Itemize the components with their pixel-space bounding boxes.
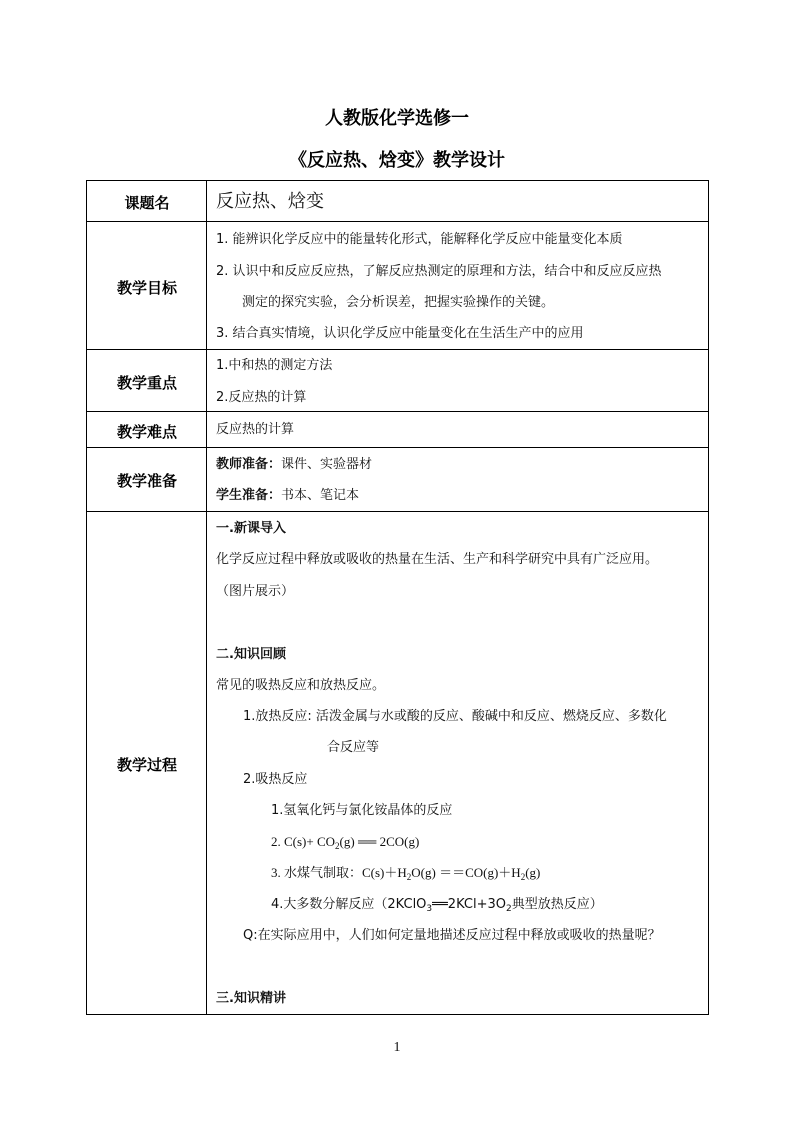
column-divider xyxy=(206,180,207,1015)
objective-line: 测定的探究实验，会分析误差，把握实验操作的关键。 xyxy=(242,295,555,310)
equation-text: 3. 水煤气制取：C(s)＋H xyxy=(271,865,407,880)
question-text: Q:在实际应用中，人们如何定量地描述反应过程中释放或吸收的热量呢？ xyxy=(243,928,661,943)
row-label-key-points: 教学重点 xyxy=(116,374,177,392)
table-border-left xyxy=(86,180,87,1015)
subscript: 2 xyxy=(335,841,340,851)
row-label-topic: 课题名 xyxy=(124,194,170,212)
student-prep-text: 书本、笔记本 xyxy=(281,488,360,503)
section-heading: 二.知识回顾 xyxy=(216,647,286,662)
objective-line: 1. 能辨识化学反应中的能量转化形式，能解释化学反应中能量变化本质 xyxy=(216,232,623,247)
table-border-right xyxy=(708,180,709,1015)
equation-decomposition xyxy=(271,897,603,917)
equation-text: 2CO(g) xyxy=(379,834,420,849)
intro-text: 化学反应过程中释放或吸收的热量在生活、生产和科学研究中具有广泛应用。 xyxy=(216,552,659,567)
objective-line: 3. 结合真实情境，认识化学反应中能量变化在生活生产中的应用 xyxy=(216,326,584,341)
key-point-line: 2.反应热的计算 xyxy=(216,390,307,405)
endothermic-heading: 2.吸热反应 xyxy=(243,772,308,787)
row-label-preparation: 教学准备 xyxy=(116,472,177,490)
row-divider xyxy=(86,411,709,412)
equation-text: O(g) ＝＝CO(g)＋H xyxy=(411,865,521,880)
endothermic-item: 1.氢氧化钙与氯化铵晶体的反应 xyxy=(271,803,453,818)
student-prep-label: 学生准备： xyxy=(216,488,282,503)
section-heading: 三.知识精讲 xyxy=(216,991,286,1006)
objective-line: 2. 认识中和反应反应热，了解反应热测定的原理和方法，结合中和反应反应热 xyxy=(216,264,662,279)
row-label-process: 教学过程 xyxy=(116,756,177,774)
row-divider xyxy=(86,511,709,512)
equation-text: 典型放热反应） xyxy=(511,897,603,912)
row-label-difficulty: 教学难点 xyxy=(116,423,177,441)
row-divider xyxy=(86,349,709,350)
table-border-bottom xyxy=(86,1014,709,1015)
teacher-prep-label: 教师准备： xyxy=(216,457,282,472)
document-subtitle: 《反应热、焓变》教学设计 xyxy=(289,150,505,171)
difficulty-line: 反应热的计算 xyxy=(216,422,295,437)
image-note: （图片展示） xyxy=(216,584,295,599)
teacher-prep-text: 课件、实验器材 xyxy=(281,457,373,472)
section-heading: 一.新课导入 xyxy=(216,521,286,536)
teacher-prep-line xyxy=(216,457,372,473)
subscript: 2 xyxy=(406,872,412,882)
topic-value: 反应热、焓变 xyxy=(216,191,324,212)
row-label-objectives: 教学目标 xyxy=(116,279,177,297)
equation-co2 xyxy=(271,834,419,854)
key-point-line: 1.中和热的测定方法 xyxy=(216,358,333,373)
equation-text: (g) xyxy=(339,834,355,849)
student-prep-line xyxy=(216,488,359,504)
row-divider xyxy=(86,221,709,222)
exothermic-line: 合反应等 xyxy=(327,740,380,755)
exothermic-line: 1.放热反应: 活泼金属与水或酸的反应、酸碱中和反应、燃烧反应、多数化 xyxy=(243,709,667,724)
equation-text: ══2KCl+3O xyxy=(432,897,506,912)
subscript: 3 xyxy=(426,904,433,914)
document-title: 人教版化学选修一 xyxy=(325,108,469,129)
equation-text: 4.大多数分解反应（2KClO xyxy=(271,897,427,912)
equation-water-gas xyxy=(271,865,540,885)
equation-text: 2. C(s)+ CO xyxy=(271,834,336,849)
subscript: 2 xyxy=(505,904,512,914)
equation-text: (g) xyxy=(525,865,541,880)
review-text: 常见的吸热反应和放热反应。 xyxy=(216,678,386,693)
equals-sign: ══ xyxy=(357,834,377,849)
page-number: 1 xyxy=(393,1040,401,1055)
subscript: 2 xyxy=(520,872,526,882)
table-border-top xyxy=(86,180,709,181)
row-divider xyxy=(86,447,709,448)
